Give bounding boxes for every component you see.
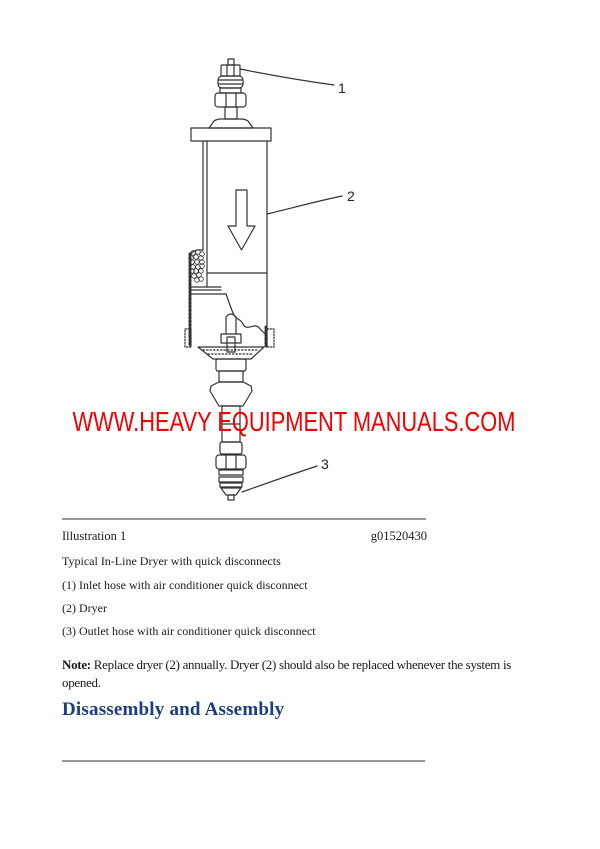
legend-item-outlet-hose: (3) Outlet hose with air conditioner quick disconnect [62, 624, 316, 638]
leader-line-3 [242, 466, 317, 492]
note-paragraph [62, 656, 542, 691]
figure-label: Illustration 1 [62, 529, 127, 543]
section-heading-disassembly-assembly: Disassembly and Assembly [62, 699, 285, 720]
leader-line-2 [267, 196, 342, 214]
legend-item-dryer: (2) Dryer [62, 601, 107, 615]
leader-line-1 [240, 69, 334, 85]
legend-item-inlet-hose: (1) Inlet hose with air conditioner quick disconnect [62, 578, 308, 592]
note-text: Replace dryer (2) annually. Dryer (2) should also be replaced whenever the system is opened. [62, 657, 512, 690]
note-label: Note: [62, 657, 91, 672]
dryer-body-drawing [185, 128, 274, 359]
watermark-text: WWW.HEAVY EQUIPMENT MANUALS.COM [72, 406, 516, 437]
callout-3: 3 [321, 456, 329, 472]
section-divider [62, 760, 425, 762]
figure-caption-row [62, 529, 427, 544]
callout-1: 1 [338, 80, 346, 96]
figure-ref-id: g01520430 [370, 529, 427, 543]
callout-2: 2 [347, 188, 355, 204]
figure-top-divider [62, 518, 426, 520]
figure-caption: Typical In-Line Dryer with quick disconnects [62, 554, 281, 568]
inlet-fitting-drawing [209, 59, 253, 128]
